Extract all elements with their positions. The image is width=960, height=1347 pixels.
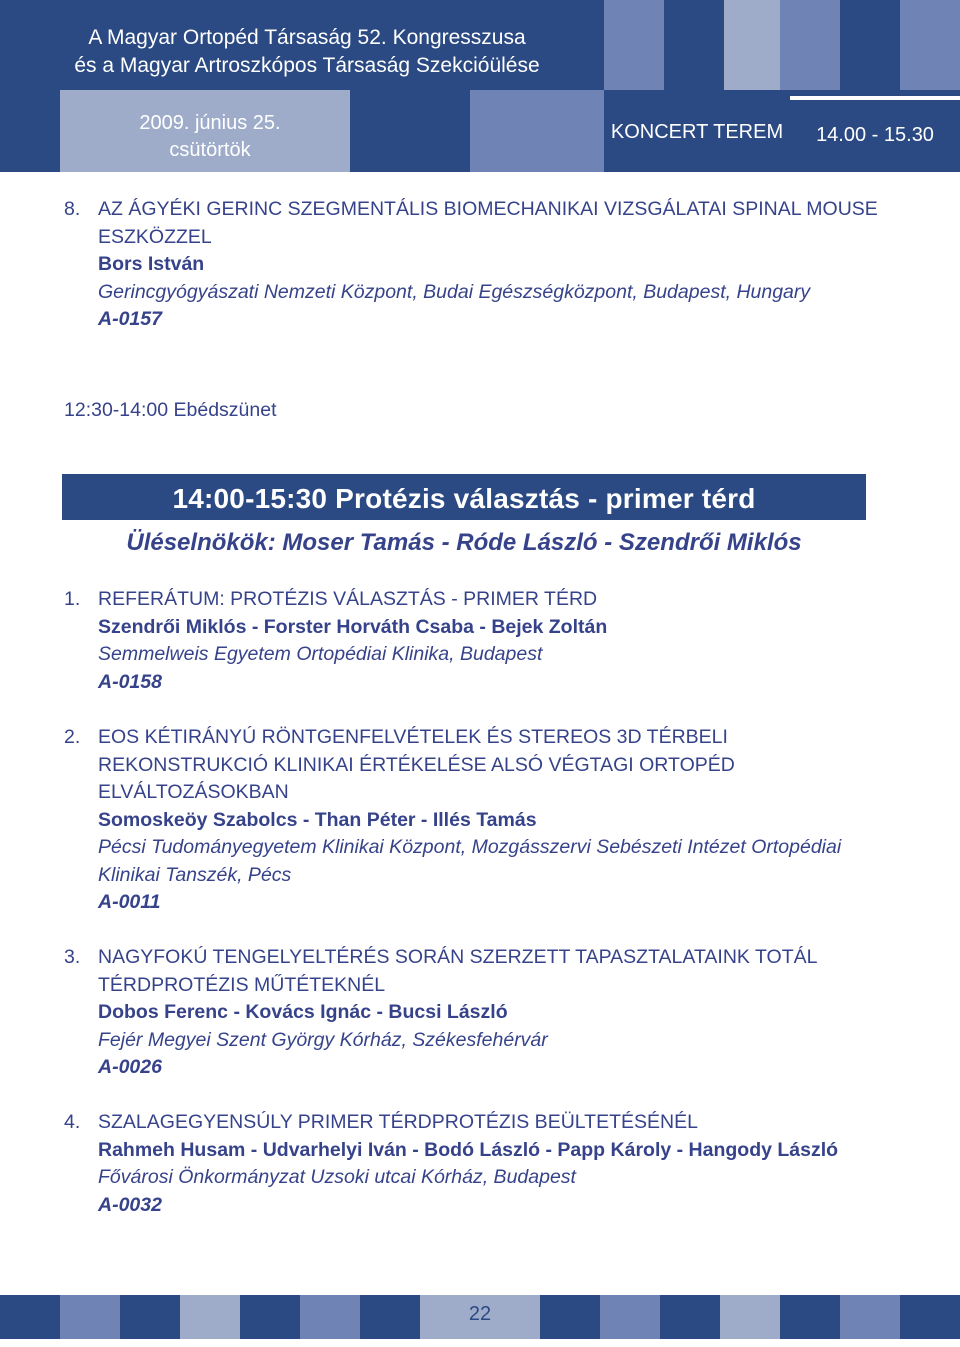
footer-tile (780, 1295, 840, 1339)
item-authors: Dobos Ferenc - Kovács Ignác - Bucsi László (98, 1001, 508, 1023)
item-abstract-code: A-0157 (98, 308, 162, 330)
program-item (64, 944, 904, 1082)
program-item (64, 586, 904, 696)
weekday-text: csütörtök (169, 139, 251, 161)
item-title-line: ESZKÖZZEL (98, 225, 212, 248)
item-number: 3. (64, 946, 81, 968)
footer-tile (720, 1295, 780, 1339)
item-institution: Fejér Megyei Szent György Kórház, Székesfehérvár (98, 1028, 548, 1051)
item-authors: Somoskeöy Szabolcs - Than Péter - Illés Tamás (98, 808, 537, 831)
session-date (80, 110, 340, 164)
date-text: 2009. június 25. (139, 112, 281, 134)
header-tile (900, 0, 960, 90)
program-item (64, 1109, 904, 1219)
item-institution: Semmelweis Egyetem Ortopédiai Klinika, Budapest (98, 643, 543, 665)
footer-tile (240, 1295, 300, 1339)
header-tile (840, 0, 900, 90)
congress-title-line-1: A Magyar Ortopéd Társaság 52. Kongresszusa (88, 26, 526, 49)
program-item (64, 196, 904, 334)
item-institution: Gerincgyógyászati Nemzeti Központ, Budai Egészségközpont, Budapest, Hungary (98, 280, 811, 303)
item-number: 8. (64, 198, 81, 220)
item-institution: Klinikai Tanszék, Pécs (98, 863, 292, 886)
item-institution: Fővárosi Önkormányzat Uzsoki utcai Kórház, Budapest (98, 1166, 576, 1188)
page-number: 22 (468, 1303, 492, 1325)
footer-tile (900, 1295, 960, 1339)
congress-title-line-2: és a Magyar Artroszkópos Társaság Szekcióülése (74, 54, 540, 77)
footer-tile (660, 1295, 720, 1339)
header-tile (470, 90, 530, 172)
header-tile (410, 90, 470, 172)
header-tile (780, 0, 840, 90)
header-tile (724, 0, 780, 90)
item-title-line: REFERÁTUM: PROTÉZIS VÁLASZTÁS - PRIMER TÉRD (98, 588, 598, 610)
item-number: 4. (64, 1111, 81, 1133)
item-title-line: NAGYFOKÚ TENGELYELTÉRÉS SORÁN SZERZETT TAPASZTALATAINK TOTÁL (98, 946, 818, 968)
item-title-line: EOS KÉTIRÁNYÚ RÖNTGENFELVÉTELEK ÉS STEREOS 3D TÉRBELI (98, 726, 728, 748)
item-title-line: SZALAGEGYENSÚLY PRIMER TÉRDPROTÉZIS BEÜLTETÉSÉNÉL (98, 1111, 698, 1133)
footer-tile (840, 1295, 900, 1339)
item-title-line: TÉRDPROTÉZIS MŰTÉTEKNÉL (98, 973, 386, 996)
item-authors: Rahmeh Husam - Udvarhelyi Iván - Bodó László - Papp Károly - Hangody László (98, 1138, 839, 1161)
header-tile (664, 0, 724, 90)
footer-tile (600, 1295, 660, 1339)
item-abstract-code: A-0011 (98, 891, 161, 913)
item-authors: Szendrői Miklós - Forster Horváth Csaba - Bejek Zoltán (98, 615, 608, 638)
item-number: 2. (64, 726, 81, 748)
header-tile (350, 90, 410, 172)
footer-tile (180, 1295, 240, 1339)
room-name: KONCERT TEREM (610, 121, 784, 143)
footer-tile (540, 1295, 600, 1339)
item-title-line: REKONSTRUKCIÓ KLINIKAI ÉRTÉKELÉSE ALSÓ VÉGTAGI ORTOPÉD (98, 753, 735, 776)
item-title-line: AZ ÁGYÉKI GERINC SZEGMENTÁLIS BIOMECHANIKAI VIZSGÁLATAI SPINAL MOUSE (98, 198, 878, 220)
footer-tile (120, 1295, 180, 1339)
item-abstract-code: A-0032 (98, 1193, 162, 1216)
item-abstract-code: A-0026 (98, 1056, 162, 1078)
header-tile (0, 90, 60, 172)
footer-tile (360, 1295, 420, 1339)
item-institution: Pécsi Tudományegyetem Klinikai Központ, Mozgásszervi Sebészeti Intézet Ortopédiai (98, 836, 842, 858)
header-tile (530, 90, 604, 172)
lunch-break: 12:30-14:00 Ebédszünet (64, 399, 277, 421)
session-title: 14:00-15:30 Protézis választás - primer térd (172, 483, 756, 514)
item-number: 1. (64, 588, 81, 610)
footer-tile (300, 1295, 360, 1339)
item-abstract-code: A-0158 (98, 670, 162, 693)
item-title-line: ELVÁLTOZÁSOKBAN (98, 781, 289, 803)
footer-tile (0, 1295, 60, 1339)
footer-tile (60, 1295, 120, 1339)
session-chairs: Üléselnökök: Moser Tamás - Róde László - Szendrői Miklós (126, 529, 802, 556)
item-authors: Bors István (98, 253, 205, 275)
time-range: 14.00 - 15.30 (816, 124, 934, 146)
congress-title (0, 24, 614, 80)
program-item (64, 724, 904, 917)
